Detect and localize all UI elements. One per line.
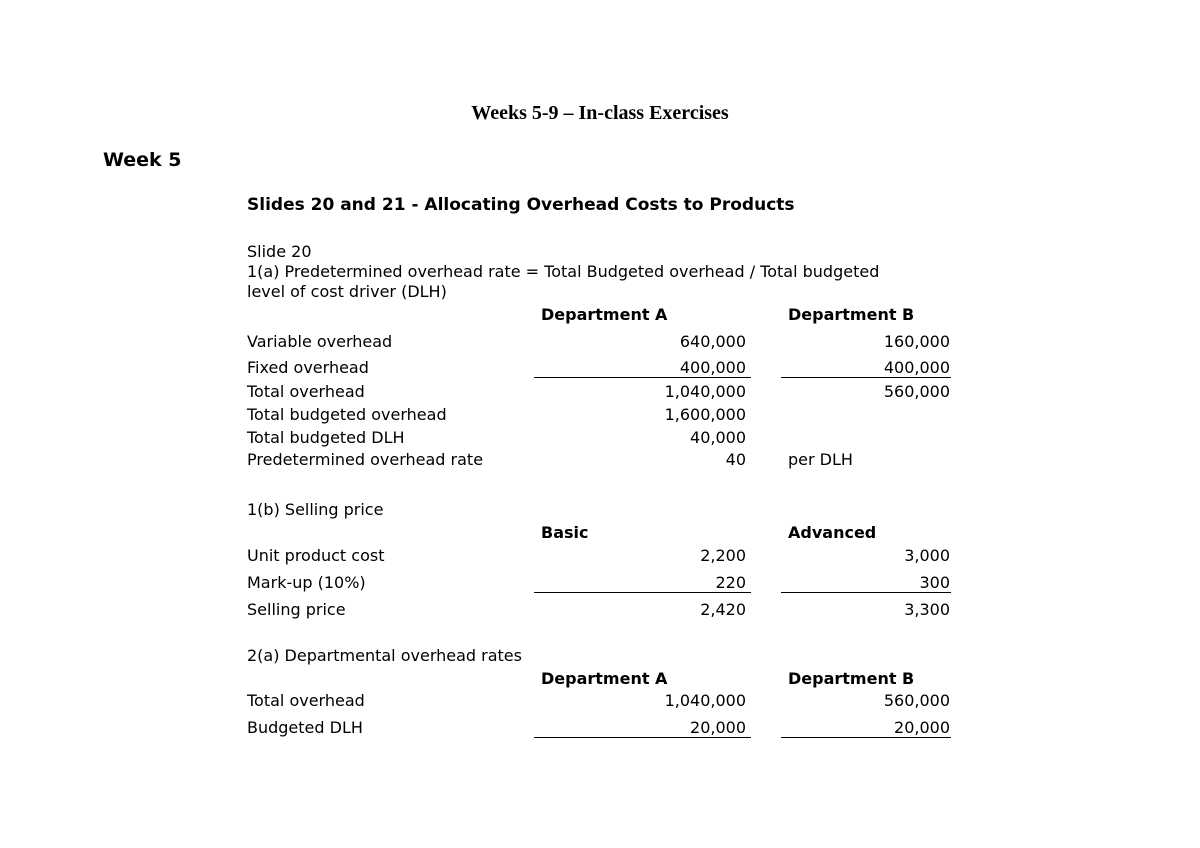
advanced-value: 3,300 bbox=[904, 600, 950, 619]
row-label: Mark-up (10%) bbox=[247, 573, 366, 592]
row-label: Variable overhead bbox=[247, 332, 393, 351]
table-row bbox=[0, 334, 1200, 354]
table-row bbox=[0, 407, 1200, 427]
department-b-value: 20,000 bbox=[894, 718, 950, 737]
table-row bbox=[0, 384, 1200, 404]
part1a-header-row bbox=[0, 307, 1200, 327]
table-row bbox=[0, 452, 1200, 472]
column-header-department-a: Department A bbox=[541, 305, 668, 324]
basic-value: 2,200 bbox=[700, 546, 746, 565]
table-row bbox=[0, 548, 1200, 568]
row-label: Budgeted DLH bbox=[247, 718, 363, 737]
part1a-description-line1: 1(a) Predetermined overhead rate = Total Budgeted overhead / Total budgeted bbox=[247, 262, 880, 281]
department-a-value: 20,000 bbox=[690, 718, 746, 737]
table-row bbox=[0, 693, 1200, 713]
department-a-value: 640,000 bbox=[679, 332, 746, 351]
row-label: Total budgeted overhead bbox=[247, 405, 447, 424]
advanced-value: 300 bbox=[919, 573, 950, 592]
section-heading: Slides 20 and 21 - Allocating Overhead Costs to Products bbox=[247, 195, 795, 215]
basic-value: 220 bbox=[715, 573, 746, 592]
column-header-department-b: Department B bbox=[788, 305, 915, 324]
department-a-value: 40 bbox=[725, 450, 746, 469]
department-b-value: 560,000 bbox=[883, 382, 950, 401]
department-b-value: 560,000 bbox=[883, 691, 950, 710]
department-a-value: 400,000 bbox=[679, 358, 746, 377]
basic-value: 2,420 bbox=[700, 600, 746, 619]
department-a-value: 1,040,000 bbox=[664, 382, 746, 401]
subtotal-rule-b bbox=[781, 592, 951, 593]
row-label: Total overhead bbox=[247, 382, 365, 401]
department-a-value: 40,000 bbox=[690, 428, 746, 447]
table-row bbox=[0, 430, 1200, 450]
part1b-header-row bbox=[0, 525, 1200, 545]
rate-unit-note: per DLH bbox=[788, 450, 853, 469]
slide-label: Slide 20 bbox=[247, 242, 312, 261]
row-label: Selling price bbox=[247, 600, 346, 619]
department-a-value: 1,600,000 bbox=[664, 405, 746, 424]
table-row bbox=[0, 602, 1200, 622]
row-label: Total overhead bbox=[247, 691, 365, 710]
page-title: Weeks 5-9 – In-class Exercises bbox=[471, 102, 729, 124]
row-label: Fixed overhead bbox=[247, 358, 369, 377]
column-header-advanced: Advanced bbox=[788, 523, 877, 542]
subtotal-rule-a bbox=[534, 592, 751, 593]
row-label: Predetermined overhead rate bbox=[247, 450, 484, 469]
row-label: Unit product cost bbox=[247, 546, 385, 565]
column-header-department-a: Department A bbox=[541, 669, 668, 688]
column-header-basic: Basic bbox=[541, 523, 589, 542]
department-b-value: 160,000 bbox=[883, 332, 950, 351]
department-b-value: 400,000 bbox=[883, 358, 950, 377]
subtotal-rule-a bbox=[534, 377, 751, 378]
advanced-value: 3,000 bbox=[904, 546, 950, 565]
part2a-title: 2(a) Departmental overhead rates bbox=[247, 646, 522, 665]
week-heading: Week 5 bbox=[103, 149, 182, 171]
subtotal-rule-b bbox=[781, 377, 951, 378]
subtotal-rule-b bbox=[781, 737, 951, 738]
department-a-value: 1,040,000 bbox=[664, 691, 746, 710]
subtotal-rule-a bbox=[534, 737, 751, 738]
column-header-department-b: Department B bbox=[788, 669, 915, 688]
part1a-description-line2: level of cost driver (DLH) bbox=[247, 282, 447, 301]
row-label: Total budgeted DLH bbox=[247, 428, 405, 447]
part1b-title: 1(b) Selling price bbox=[247, 500, 384, 519]
part2a-header-row bbox=[0, 671, 1200, 691]
